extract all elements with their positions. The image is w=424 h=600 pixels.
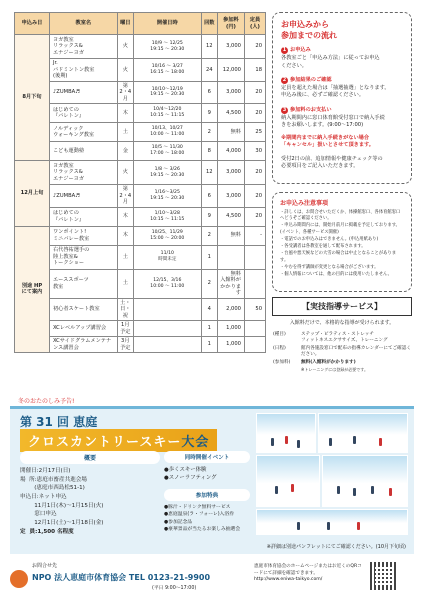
capacity-cell: 18 bbox=[244, 59, 265, 82]
notes-title: お申込み注意事項 bbox=[280, 200, 329, 207]
count-cell: 6 bbox=[201, 185, 217, 208]
class-name-cell: ♪ZUMBA♬ bbox=[49, 81, 117, 104]
schedule-row bbox=[15, 269, 266, 298]
count-cell: 2 bbox=[201, 226, 217, 245]
present-item: ●恵庭温泉(ラ・フォーレ)入浴券 bbox=[164, 512, 234, 518]
count-cell: 12 bbox=[201, 161, 217, 185]
qr-code-icon[interactable] bbox=[370, 562, 398, 590]
fee-cell: 3,000 bbox=[217, 81, 244, 104]
time-cell bbox=[133, 337, 201, 353]
ski-photo bbox=[256, 413, 316, 453]
instruction-service-box bbox=[272, 297, 412, 407]
schedule-row bbox=[15, 123, 266, 142]
count-cell: 1 bbox=[201, 245, 217, 269]
count-cell: 8 bbox=[201, 142, 217, 161]
time-cell: 10/5 ～ 11/30 17:00 ～ 18:00 bbox=[133, 142, 201, 161]
schedule-row bbox=[15, 59, 266, 82]
capacity-cell: 20 bbox=[244, 104, 265, 123]
overview-line: 窓口申込 bbox=[20, 511, 57, 518]
day-cell: 火 bbox=[117, 59, 133, 82]
capacity-cell: - bbox=[244, 226, 265, 245]
class-name-cell: はじめての 『バレトン』 bbox=[49, 104, 117, 123]
capacity-cell bbox=[244, 321, 265, 337]
capacity-cell: 20 bbox=[244, 81, 265, 104]
day-cell: 第2・4月 bbox=[117, 81, 133, 104]
class-name-cell: XCサイドグラムメンテナンス講習会 bbox=[49, 337, 117, 353]
ski-photo bbox=[318, 413, 408, 453]
day-cell: 第2・4月 bbox=[117, 185, 133, 208]
flow-step: 3 参加料のお支払い 納入期間内に窓口体育館受付窓口で納入手続 きをお願いします。(9:00～17:00) bbox=[281, 106, 385, 128]
instruction-service-desc: 入館料だけで、本格的な指導が受けられます。 bbox=[289, 320, 395, 326]
schedule-row bbox=[15, 321, 266, 337]
apply-month-cell: 別途 HP にて案内 bbox=[15, 226, 50, 353]
ski-photo bbox=[256, 455, 320, 507]
count-cell: 6 bbox=[201, 81, 217, 104]
class-name-cell: 右代啓祐選手の 陸上教室& トークショー bbox=[49, 245, 117, 269]
count-cell: 2 bbox=[201, 269, 217, 298]
contact-label: お問合せ先 bbox=[32, 563, 58, 569]
service-value: ※トレーニングには登録が必要です。 bbox=[301, 367, 368, 372]
count-cell: 9 bbox=[201, 207, 217, 226]
time-cell: 10/16 ～ 3/27 16:15 ～ 18:00 bbox=[133, 59, 201, 82]
capacity-cell: 20 bbox=[244, 35, 265, 59]
schedule-row bbox=[15, 104, 266, 123]
capacity-cell: 25 bbox=[244, 123, 265, 142]
day-cell: 木 bbox=[117, 226, 133, 245]
class-name-cell: ヨガ教室 リラックス& エナジーヨガ bbox=[49, 35, 117, 59]
time-cell: 1/10～3/28 10:15 ～ 11:15 bbox=[133, 207, 201, 226]
count-cell: 4 bbox=[201, 298, 217, 321]
event-title-number: 第 31 回 恵庭 bbox=[20, 415, 98, 429]
fee-cell: 無料 入館料が かかります bbox=[217, 269, 244, 298]
flow-step: 1 お申込み 各教室ごと「申込み方法」に従ってお申込 ください。 bbox=[281, 47, 380, 69]
contact-org: NPO 法人恵庭市体育協会 TEL 0123-21-9900 bbox=[32, 573, 211, 582]
ski-photo bbox=[322, 455, 408, 507]
day-cell: 火 bbox=[117, 161, 133, 185]
col-header: 参加料 (円) bbox=[217, 13, 244, 35]
count-cell: 1 bbox=[201, 321, 217, 337]
fee-cell: 無料 bbox=[217, 123, 244, 142]
service-value: 無料(入館料がかかります) bbox=[301, 360, 356, 365]
schedule-row bbox=[15, 185, 266, 208]
note-item: ・電話でのお申込みはできません。(申込用紙あり) bbox=[280, 236, 379, 242]
overview-line: 申込日:ネット申込 bbox=[20, 493, 67, 500]
capacity-cell: 20 bbox=[244, 185, 265, 208]
present-item: ●豚汁・ドリンク無料サービス bbox=[164, 504, 231, 510]
capacity-cell bbox=[244, 269, 265, 298]
day-cell: 木 bbox=[117, 104, 133, 123]
service-value: ステップ・ピラティス・ストレッチ フィットネスエクササイズ、トレーニング bbox=[301, 332, 388, 343]
present-heading: 参加特典 bbox=[164, 489, 250, 501]
schedule-row bbox=[15, 207, 266, 226]
fee-cell: 無料 bbox=[217, 226, 244, 245]
fee-cell bbox=[217, 245, 244, 269]
class-name-cell: ヨガ教室 リラックス& エナジーヨガ bbox=[49, 161, 117, 185]
count-cell: 12 bbox=[201, 35, 217, 59]
application-flow-box bbox=[272, 12, 412, 184]
event-tagline: 冬のおたのしみ予告! bbox=[18, 398, 75, 405]
class-name-cell: エーススポーツ 教室 bbox=[49, 269, 117, 298]
time-cell: 10/25、11/29 15:00 ～ 20:00 bbox=[133, 226, 201, 245]
fee-cell: 1,000 bbox=[217, 321, 244, 337]
xc-ski-event-section bbox=[10, 398, 414, 554]
time-cell bbox=[133, 321, 201, 337]
time-cell: 1/8 ～ 3/26 19:15 ～ 20:30 bbox=[133, 161, 201, 185]
time-cell bbox=[133, 298, 201, 321]
schedule-row bbox=[15, 226, 266, 245]
association-logo-icon bbox=[10, 570, 28, 588]
present-item: ●参加記念品 bbox=[164, 519, 193, 525]
day-cell: 土 bbox=[117, 245, 133, 269]
overview-line: 開催日:2月17日(日) bbox=[20, 468, 71, 474]
day-cell: 木 bbox=[117, 207, 133, 226]
event-title: クロスカントリースキー大会 bbox=[20, 429, 217, 452]
note-item: ・やむを得ず講師が変更となる場合がございます。 bbox=[280, 264, 379, 270]
schedule-row bbox=[15, 35, 266, 59]
col-header: 回数 bbox=[201, 13, 217, 35]
day-cell: 火 bbox=[117, 35, 133, 59]
schedule-row bbox=[15, 298, 266, 321]
col-header: 定員 (人) bbox=[244, 13, 265, 35]
count-cell: 9 bbox=[201, 104, 217, 123]
time-cell: 10/10～12/19 19:15 ～ 20:30 bbox=[133, 81, 201, 104]
capacity-cell: 50 bbox=[244, 298, 265, 321]
class-name-cell: ノルディック ウォーキング教室 bbox=[49, 123, 117, 142]
day-cell: 土 bbox=[117, 269, 133, 298]
fee-cell: 3,000 bbox=[217, 161, 244, 185]
note-item: ・詳しくは、お問合せいただくか、体操館窓口、各体育館窓口へどうぞご確認ください。 bbox=[280, 210, 401, 222]
schedule-table bbox=[14, 12, 266, 353]
service-key bbox=[272, 366, 300, 374]
fee-cell: 3,000 bbox=[217, 185, 244, 208]
day-cell: 金 bbox=[117, 142, 133, 161]
col-header: 申込み日 bbox=[15, 13, 50, 35]
service-key: (日程) bbox=[273, 346, 286, 351]
website-info: 恵庭市体育協会のホームページまたはお近くのQRコードにて詳細を確認できます。 http://www.eniwa-taikyo.com/ bbox=[254, 564, 362, 583]
fee-cell: 4,500 bbox=[217, 104, 244, 123]
event-footnote: ※詳細は別途パンフレットにてご確認ください。(10月下旬頃) bbox=[266, 544, 406, 550]
simultaneous-heading: 同時開催イベント bbox=[164, 451, 250, 463]
time-cell: 12/15、3/16 10:00 ～ 11:00 bbox=[133, 269, 201, 298]
overview-line: 11月1日(木)～1月15日(火) bbox=[20, 502, 104, 509]
flow-extra: 受付2日の前、追加情報や健康チェック等の 必要項目をご記入いただきます。 bbox=[281, 155, 383, 169]
ski-photo bbox=[256, 509, 408, 535]
footer bbox=[10, 560, 414, 596]
col-header: 開催日時 bbox=[133, 13, 201, 35]
time-cell: 11/10 時間未定 bbox=[133, 245, 201, 269]
class-name-cell: 初心者スケート教室 bbox=[49, 298, 117, 321]
capacity-cell: 20 bbox=[244, 207, 265, 226]
capacity-cell bbox=[244, 337, 265, 353]
note-item: ・台風や悪天候などの大雪の場合は中止となることがあります。 bbox=[280, 251, 397, 263]
simultaneous-item: ●スノーラフティング bbox=[164, 475, 217, 482]
flow-title: お申込みから 参加までの流れ bbox=[281, 20, 337, 41]
schedule-row bbox=[15, 337, 266, 353]
note-item: ・個人情報については、他の目的には使用いたしません。 bbox=[280, 271, 392, 277]
present-item: ●豪華景品が当たるお楽しみ抽選会 bbox=[164, 527, 241, 533]
time-cell: 10/9 ～ 12/25 19:15 ～ 20:30 bbox=[133, 35, 201, 59]
instruction-service-table bbox=[272, 330, 412, 374]
time-cell: 10/13、10/27 10:00 ～ 11:00 bbox=[133, 123, 201, 142]
day-cell: 土・日・祝 bbox=[117, 298, 133, 321]
service-key: (参加料) bbox=[273, 360, 291, 365]
fee-cell: 4,000 bbox=[217, 142, 244, 161]
apply-month-cell: 8月下旬 bbox=[15, 35, 50, 161]
event-photos bbox=[256, 413, 408, 537]
class-name-cell: Jr. バドミントン教室 (後期) bbox=[49, 59, 117, 82]
schedule-row bbox=[15, 142, 266, 161]
overview-heading: 概要 bbox=[20, 451, 160, 464]
time-cell: 1/16～3/25 19:15 ～ 20:30 bbox=[133, 185, 201, 208]
class-name-cell: こども運動塾 bbox=[49, 142, 117, 161]
application-notes-box bbox=[272, 192, 412, 292]
capacity-cell: 30 bbox=[244, 142, 265, 161]
day-cell: 土 bbox=[117, 123, 133, 142]
count-cell: 1 bbox=[201, 337, 217, 353]
fee-cell: 4,500 bbox=[217, 207, 244, 226]
note-item: ・申込み期間内には、開始月前月に掲載を予定しております。(イベント、各種サービス開催) bbox=[280, 223, 400, 235]
class-name-cell: XCレベルアップ講習会 bbox=[49, 321, 117, 337]
event-overview bbox=[20, 451, 160, 536]
event-side-info bbox=[164, 451, 250, 533]
fee-cell: 3,000 bbox=[217, 35, 244, 59]
schedule-header-row bbox=[15, 13, 266, 35]
flow-step: 2 参加結果のご確認 定員を超えた場合は「抽選抽選」となります。 申込み後に、必ずご確認ください。 bbox=[281, 76, 390, 99]
apply-month-cell: 12月上旬 bbox=[15, 161, 50, 227]
schedule-row bbox=[15, 161, 266, 185]
service-value: 館内各施設窓口で配布の指導カレンダーにてご確認ください。 bbox=[301, 346, 411, 357]
time-cell: 10/4～12/20 10:15 ～ 11:15 bbox=[133, 104, 201, 123]
capacity-cell: 20 bbox=[244, 161, 265, 185]
col-header: 教室名 bbox=[49, 13, 117, 35]
schedule-row bbox=[15, 81, 266, 104]
class-name-cell: はじめての 『バレトン』 bbox=[49, 207, 117, 226]
fee-cell: 1,000 bbox=[217, 337, 244, 353]
class-name-cell: ♪ZUMBA♬ bbox=[49, 185, 117, 208]
day-cell: 1月予定 bbox=[117, 321, 133, 337]
flow-warning: ※期間内までに納入手続きがない場合 「キャンセル」扱いとさせて頂きます。 bbox=[281, 135, 374, 149]
col-header: 曜日 bbox=[117, 13, 133, 35]
fee-cell: 2,000 bbox=[217, 298, 244, 321]
count-cell: 24 bbox=[201, 59, 217, 82]
simultaneous-item: ●歩くスキー体験 bbox=[164, 467, 207, 473]
overview-line: (恵庭市西島松51-1) bbox=[20, 485, 85, 492]
capacity-cell bbox=[244, 245, 265, 269]
instruction-service-title: 【実技指導サービス】 bbox=[272, 297, 412, 316]
overview-line: 定 員:1,500 名程度 bbox=[20, 528, 74, 535]
class-name-cell: ワンポイント! ミニバレー教室 bbox=[49, 226, 117, 245]
count-cell: 2 bbox=[201, 123, 217, 142]
note-item: ・各受講者は各教室を通して配布されます。 bbox=[280, 244, 366, 250]
fee-cell: 12,000 bbox=[217, 59, 244, 82]
contact-hours: (平日 9:00～17:00) bbox=[152, 586, 197, 591]
schedule-row bbox=[15, 245, 266, 269]
day-cell: 3月予定 bbox=[117, 337, 133, 353]
overview-line: 場 所:恵庭市畜産共進会場 bbox=[20, 476, 87, 483]
service-key: (種目) bbox=[273, 332, 286, 337]
overview-line: 12月1日(土)～1月18日(金) bbox=[20, 519, 104, 526]
